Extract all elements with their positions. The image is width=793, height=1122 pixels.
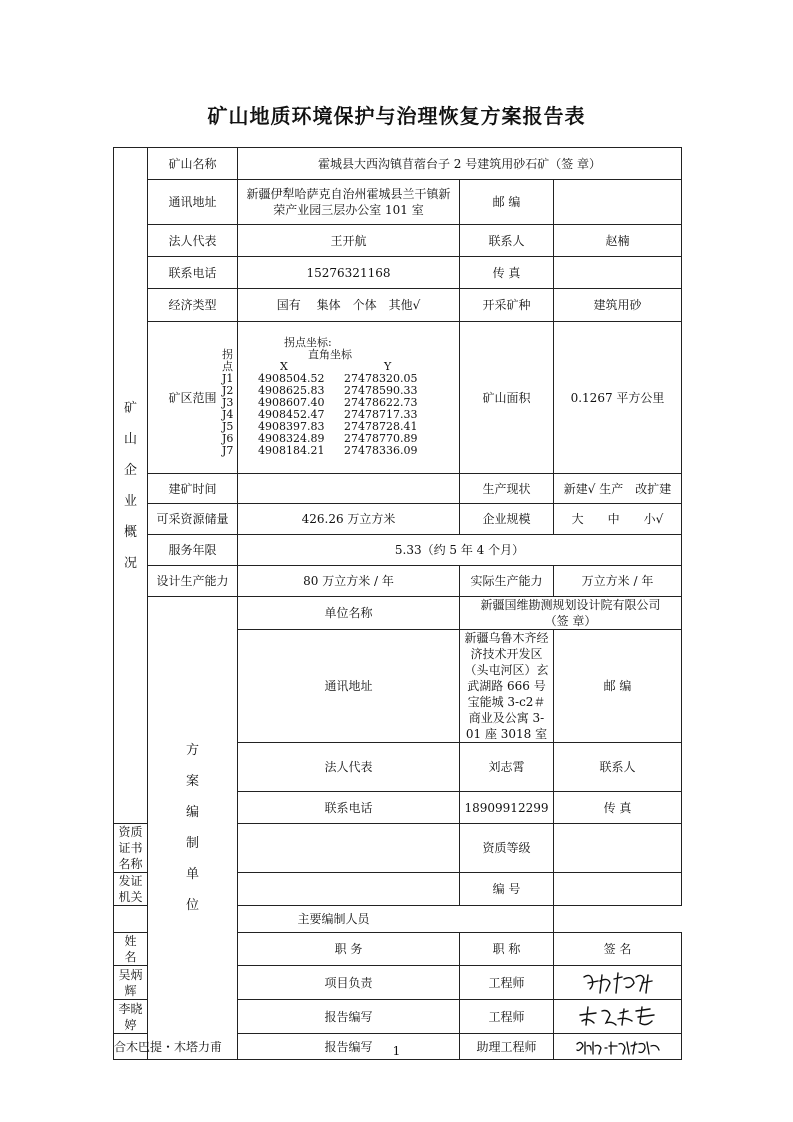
- value-production-status: 新建√ 生产 改扩建: [554, 474, 682, 504]
- coord-row: J2 4908625.83 27478590.33: [222, 384, 418, 397]
- coord-row: J1 4908504.52 27478320.05: [222, 372, 418, 385]
- row-capacity: [114, 566, 682, 597]
- staff-title: 工程师: [460, 1000, 554, 1034]
- col-header-title: 职 称: [460, 933, 554, 966]
- value-mine-fax: [554, 257, 682, 289]
- row-mine-range: [114, 322, 682, 474]
- label-cert-number: 编 号: [460, 873, 554, 906]
- value-service-years: 5.33（约 5 年 4 个月）: [238, 535, 682, 566]
- section-plan-unit: 方案编制单位: [148, 597, 238, 1060]
- label-reserves: 可采资源储量: [148, 504, 238, 535]
- coords-header-rect: 直角坐标: [308, 348, 352, 361]
- label-issuing-authority: 发证机关: [114, 873, 148, 906]
- value-qual-cert-name: [238, 824, 460, 873]
- row-build-time: [114, 474, 682, 504]
- row-reserves: [114, 504, 682, 535]
- staff-title: 工程师: [460, 966, 554, 1000]
- coords-header-point: 点: [222, 360, 233, 373]
- coords-header-turn: 拐: [222, 348, 233, 361]
- value-unit-name: 新疆国维勘测规划设计院有限公司 （签 章）: [460, 597, 682, 630]
- value-economy-type: 国有 集体 个体 其他√: [238, 289, 460, 322]
- value-mine-phone: 15276321168: [238, 257, 460, 289]
- row-service-years: [114, 535, 682, 566]
- value-reserves: 426.26 万立方米: [238, 504, 460, 535]
- handwritten-signature-2: [576, 1003, 660, 1031]
- document-title: 矿山地质环境保护与治理恢复方案报告表: [207, 104, 586, 128]
- value-mine-legal-rep: 王开航: [238, 225, 460, 257]
- section-mine-overview: 矿山企业概况: [114, 148, 148, 824]
- label-mine-contact: 联系人: [460, 225, 554, 257]
- value-plan-phone: 18909912299: [460, 792, 554, 824]
- value-plan-address: 新疆乌鲁木齐经济技术开发区（头屯河区）玄武湖路 666 号宝能城 3-c2＃商业及公寓 3-01 座 3018 室: [460, 630, 554, 743]
- label-plan-fax: 传 真: [554, 792, 682, 824]
- col-header-duty: 职 务: [238, 933, 460, 966]
- value-actual-capacity: 万立方米 / 年: [554, 566, 682, 597]
- value-enterprise-scale: 大 中 小√: [554, 504, 682, 535]
- label-mine-phone: 联系电话: [148, 257, 238, 289]
- label-qual-level: 资质等级: [460, 824, 554, 873]
- label-build-time: 建矿时间: [148, 474, 238, 504]
- coords-header-y: Y: [384, 360, 392, 373]
- label-mine-name: 矿山名称: [148, 148, 238, 180]
- label-mine-postcode: 邮 编: [460, 180, 554, 225]
- label-mine-fax: 传 真: [460, 257, 554, 289]
- staff-duty: 报告编写: [238, 1034, 460, 1060]
- label-production-status: 生产现状: [460, 474, 554, 504]
- row-mine-name: [114, 148, 682, 180]
- page-number: 1: [392, 1044, 401, 1058]
- label-unit-name: 单位名称: [238, 597, 460, 630]
- staff-duty: 项目负责: [238, 966, 460, 1000]
- col-header-name: 姓 名: [114, 933, 148, 966]
- label-enterprise-scale: 企业规模: [460, 504, 554, 535]
- label-plan-postcode: 邮 编: [554, 630, 682, 743]
- label-plan-phone: 联系电话: [238, 792, 460, 824]
- col-header-sign: 签 名: [554, 933, 682, 966]
- row-mine-economy: [114, 289, 682, 322]
- label-mine-address: 通讯地址: [148, 180, 238, 225]
- row-unit-name: [114, 597, 682, 630]
- value-qual-level: [554, 824, 682, 873]
- staff-signature: [554, 966, 682, 1000]
- coord-row: J3 4908607.40 27478622.73: [222, 396, 418, 409]
- coord-row: J6 4908324.89 27478770.89: [222, 432, 418, 445]
- value-build-time: [238, 474, 460, 504]
- value-mine-postcode: [554, 180, 682, 225]
- label-plan-address: 通讯地址: [238, 630, 460, 743]
- value-cert-number: [554, 873, 682, 906]
- row-mine-phone: [114, 257, 682, 289]
- label-mine-range: 矿区范围: [148, 322, 238, 474]
- value-design-capacity: 80 万立方米 / 年: [238, 566, 460, 597]
- value-mine-range: [222, 322, 460, 474]
- label-qual-cert-name: 资质证书名称: [114, 824, 148, 873]
- row-mine-address: [114, 180, 682, 225]
- coord-row: J7 4908184.21 27478336.09: [222, 444, 418, 457]
- value-mine-area: 0.1267 平方公里: [554, 322, 682, 474]
- coord-row: J4 4908452.47 27478717.33: [222, 408, 418, 421]
- value-mining-type: 建筑用砂: [554, 289, 682, 322]
- label-actual-capacity: 实际生产能力: [460, 566, 554, 597]
- report-form-table: [113, 147, 721, 1060]
- label-mining-type: 开采矿种: [460, 289, 554, 322]
- label-service-years: 服务年限: [148, 535, 238, 566]
- coord-row: J5 4908397.83 27478728.41: [222, 420, 418, 433]
- staff-title: 助理工程师: [460, 1034, 554, 1060]
- value-mine-contact: 赵楠: [554, 225, 682, 257]
- label-main-staff: 主要编制人员: [114, 906, 554, 933]
- value-plan-legal-rep: 刘志霄: [460, 743, 554, 792]
- value-mine-name: 霍城县大西沟镇苜蓿台子 2 号建筑用砂石矿（签 章）: [238, 148, 682, 180]
- label-design-capacity: 设计生产能力: [148, 566, 238, 597]
- coords-title: 拐点坐标:: [284, 336, 332, 349]
- handwritten-signature-1: [578, 969, 658, 997]
- staff-signature: [554, 1000, 682, 1034]
- staff-duty: 报告编写: [238, 1000, 460, 1034]
- value-mine-address: 新疆伊犁哈萨克自治州霍城县兰干镇新荣产业园三层办公室 101 室: [238, 180, 460, 225]
- label-economy-type: 经济类型: [148, 289, 238, 322]
- staff-name: 吴炳辉: [114, 966, 148, 1000]
- label-plan-legal-rep: 法人代表: [238, 743, 460, 792]
- coords-header-x: X: [280, 360, 288, 373]
- staff-name: 合木巴提・木塔力甫: [114, 1034, 148, 1060]
- staff-name: 李晓婷: [114, 1000, 148, 1034]
- label-plan-contact: 联系人: [554, 743, 682, 792]
- label-mine-legal-rep: 法人代表: [148, 225, 238, 257]
- row-mine-legal: [114, 225, 682, 257]
- label-mine-area: 矿山面积: [460, 322, 554, 474]
- value-issuing-authority: [238, 873, 460, 906]
- coordinate-table: [222, 337, 464, 457]
